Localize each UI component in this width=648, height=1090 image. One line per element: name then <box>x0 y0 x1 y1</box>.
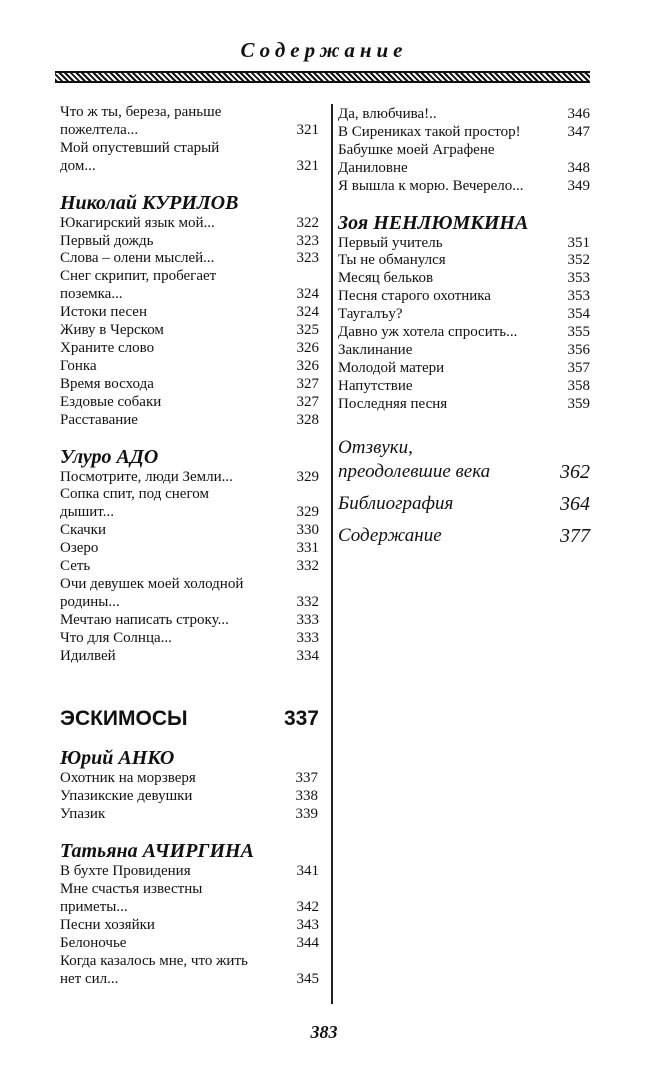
toc-entry <box>60 412 319 430</box>
entry-page: 364 <box>560 492 590 515</box>
author-heading: Зоя НЕНЛЮМКИНА <box>338 211 529 234</box>
entry-list <box>60 215 319 430</box>
entry-page: 338 <box>295 788 318 805</box>
entry-page: 324 <box>296 286 319 303</box>
toc-entry <box>60 612 319 630</box>
entry-title: Сеть <box>60 558 91 575</box>
entry-page: 357 <box>567 359 590 376</box>
entry-title: Давно уж хотела спросить... <box>338 324 518 341</box>
right-column <box>338 106 590 548</box>
toc-entry <box>60 268 319 304</box>
entry-title: Я вышла к морю. Вечерело... <box>338 177 524 194</box>
entry-title: Что для Солнца... <box>60 629 172 646</box>
entry-title: Мне счастья известны приметы... <box>60 881 203 915</box>
entry-page: 354 <box>567 306 590 323</box>
entry-page: 339 <box>295 806 318 823</box>
toc-entry <box>338 106 590 124</box>
entry-title: Отзвуки, преодолевшие века <box>338 436 491 482</box>
toc-entry <box>60 140 319 176</box>
entry-title: Слова – олени мыслей... <box>60 250 215 267</box>
toc-entry <box>338 178 590 196</box>
section-heading <box>60 707 319 731</box>
toc-entry <box>338 360 590 378</box>
toc-entry <box>60 648 319 666</box>
entry-page: 337 <box>295 770 318 787</box>
toc-entry <box>60 376 319 394</box>
entry-list <box>60 863 319 988</box>
entry-title: Песня старого охотника <box>338 288 491 305</box>
entry-title: В Сирениках такой простор! <box>338 123 521 140</box>
entry-page: 353 <box>567 270 590 287</box>
entry-title: Первый учитель <box>338 234 443 251</box>
entry-page: 328 <box>296 411 319 428</box>
entry-title: Истоки песен <box>60 304 147 321</box>
entry-page: 344 <box>296 934 319 951</box>
entry-title: Мечтаю написать строку... <box>60 611 229 628</box>
entry-title: Посмотрите, люди Земли... <box>60 468 233 485</box>
toc-entry <box>338 378 590 396</box>
entry-page: 321 <box>296 121 319 138</box>
toc-entry <box>60 630 319 648</box>
entry-title: Первый дождь <box>60 232 154 249</box>
entry-title: Что ж ты, береза, раньше пожелтела... <box>60 104 222 138</box>
toc-entry <box>338 324 590 342</box>
toc-entry <box>60 340 319 358</box>
author-heading: Улуро АДО <box>60 445 159 468</box>
entry-list <box>60 469 319 666</box>
author-heading: Юрий АНКО <box>60 747 175 770</box>
entry-page: 326 <box>296 339 319 356</box>
entry-title: Мой опустевший старый дом... <box>60 139 220 174</box>
entry-page: 333 <box>296 611 319 628</box>
entry-page: 322 <box>296 214 319 231</box>
toc-entry <box>60 394 319 412</box>
entry-list <box>60 770 318 824</box>
toc-entry <box>60 558 319 576</box>
entry-title: Ездовые собаки <box>60 393 162 410</box>
entry-page: 342 <box>296 899 319 915</box>
author-heading: Николай КУРИЛОВ <box>60 191 239 214</box>
toc-entry <box>60 104 319 140</box>
entry-page: 343 <box>296 916 319 933</box>
entry-title: Заклинание <box>338 341 413 358</box>
toc-entry <box>60 881 319 917</box>
entry-page: 348 <box>567 159 590 176</box>
entry-title: Охотник на морзверя <box>60 770 196 787</box>
toc-entry <box>338 342 590 360</box>
toc-entry <box>338 436 590 484</box>
toc-entry <box>338 270 590 288</box>
page-title: Содержание <box>240 38 408 62</box>
entry-page: 356 <box>567 341 590 358</box>
section-page: 337 <box>283 707 319 731</box>
ornament-divider <box>55 71 590 83</box>
toc-entry <box>60 788 318 806</box>
toc-entry <box>338 288 590 306</box>
entry-title: Ты не обманулся <box>338 252 446 269</box>
entry-page: 333 <box>296 629 319 646</box>
page-number: 383 <box>310 1022 338 1042</box>
entry-title: Упазик <box>60 806 106 823</box>
toc-entry <box>60 953 319 989</box>
entry-title: Месяц бельков <box>338 270 434 287</box>
toc-entry <box>338 492 590 516</box>
left-column <box>60 104 319 989</box>
toc-entry <box>60 770 318 788</box>
entry-page: 352 <box>567 252 590 269</box>
entry-title: Молодой матери <box>338 359 445 376</box>
entry-title: Содержание <box>338 524 442 546</box>
toc-entry <box>60 863 319 881</box>
column-divider <box>331 104 333 1004</box>
toc-entry <box>60 935 319 953</box>
entry-page: 326 <box>296 357 319 374</box>
entry-page: 362 <box>560 460 590 483</box>
section-name: ЭСКИМОСЫ <box>60 707 188 731</box>
toc-entry <box>338 396 590 414</box>
entry-title: Бабушке моей Аграфене Даниловне <box>338 141 495 176</box>
toc-entry <box>60 917 319 935</box>
entry-list <box>338 106 590 196</box>
entry-title: В бухте Провидения <box>60 863 191 880</box>
entry-title: Напутствие <box>338 377 413 394</box>
entry-title: Гонка <box>60 357 97 374</box>
entry-title: Храните слово <box>60 339 155 356</box>
toc-entry <box>60 250 319 268</box>
toc-entry <box>60 806 318 824</box>
entry-page: 355 <box>567 324 590 341</box>
entry-page: 327 <box>296 375 319 392</box>
appendix-list <box>338 436 590 548</box>
entry-title: Живу в Черском <box>60 322 164 339</box>
toc-entry <box>60 522 319 540</box>
entry-title: Последняя песня <box>338 395 448 412</box>
toc-entry <box>60 233 319 251</box>
entry-title: Да, влюбчива!.. <box>338 106 437 122</box>
entry-page: 332 <box>296 593 319 610</box>
entry-page: 353 <box>567 288 590 305</box>
toc-entry <box>338 524 590 548</box>
toc-entry <box>60 576 319 612</box>
entry-page: 329 <box>296 504 319 521</box>
entry-page: 324 <box>296 304 319 321</box>
toc-entry <box>338 252 590 270</box>
toc-entry <box>338 142 590 178</box>
entry-page: 349 <box>567 177 590 194</box>
entry-page: 323 <box>296 232 319 249</box>
entry-page: 334 <box>296 647 319 664</box>
toc-entry <box>60 304 319 322</box>
entry-page: 330 <box>296 522 319 539</box>
entry-page: 321 <box>296 157 319 174</box>
entry-page: 345 <box>296 970 319 987</box>
entry-page: 351 <box>567 234 590 251</box>
entry-page: 359 <box>567 395 590 412</box>
entry-title: Озеро <box>60 540 99 557</box>
entry-title: Снег скрипит, пробегает поземка... <box>60 268 217 303</box>
entry-page: 325 <box>296 322 319 339</box>
toc-entry <box>60 469 319 487</box>
entry-page: 332 <box>296 558 319 575</box>
entry-list <box>338 235 590 414</box>
entry-page: 331 <box>296 540 319 557</box>
toc-entry <box>60 358 319 376</box>
toc-entry <box>60 540 319 558</box>
entry-title: Идилвей <box>60 647 116 664</box>
entry-page: 377 <box>560 524 590 547</box>
author-heading: Татьяна АЧИРГИНА <box>60 840 254 863</box>
entry-title: Упазикские девушки <box>60 788 193 805</box>
entry-page: 358 <box>567 377 590 394</box>
toc-entry <box>338 124 590 142</box>
entry-page: 329 <box>296 468 319 485</box>
toc-entry <box>338 235 590 253</box>
entry-title: Скачки <box>60 522 106 539</box>
entry-page: 341 <box>296 863 319 880</box>
entry-title: Белоночье <box>60 934 127 951</box>
entry-page: 346 <box>567 106 590 122</box>
entry-list <box>60 104 319 176</box>
entry-page: 323 <box>296 250 319 267</box>
entry-title: Песни хозяйки <box>60 916 155 933</box>
entry-page: 327 <box>296 393 319 410</box>
entry-title: Время восхода <box>60 375 154 392</box>
toc-entry <box>60 215 319 233</box>
entry-title: Сопка спит, под снегом дышит... <box>60 486 209 521</box>
toc-entry <box>338 306 590 324</box>
toc-entry <box>60 322 319 340</box>
entry-title: Библиография <box>338 492 454 514</box>
entry-page: 347 <box>567 123 590 140</box>
entry-title: Юкагирский язык мой... <box>60 214 215 231</box>
entry-title: Таугалъу? <box>338 306 403 323</box>
entry-title: Когда казалось мне, что жить нет сил... <box>60 952 248 987</box>
entry-title: Расставание <box>60 411 138 428</box>
toc-entry <box>60 486 319 522</box>
entry-title: Очи девушек моей холодной родины... <box>60 575 244 610</box>
